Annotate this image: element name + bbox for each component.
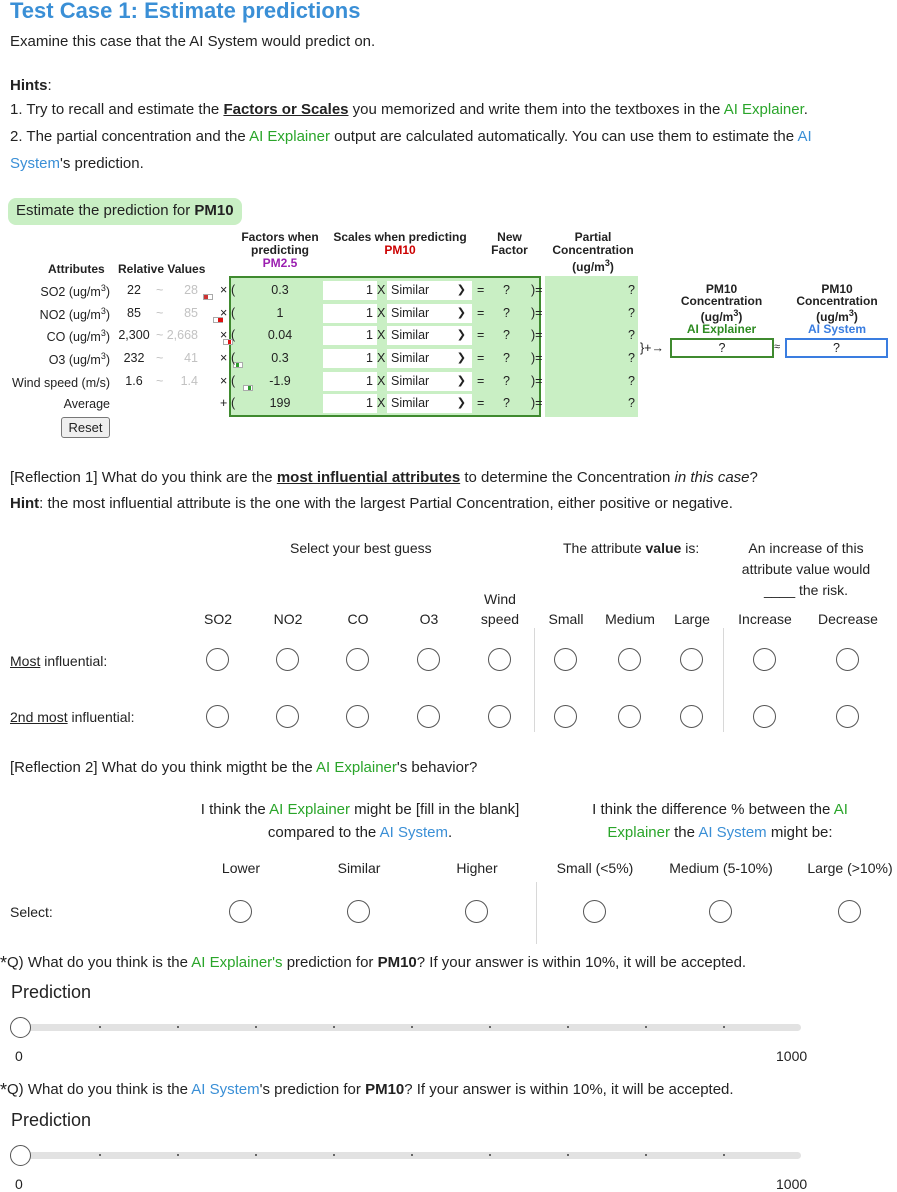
col-so2: SO2 — [203, 611, 232, 627]
q2-slider-thumb[interactable] — [10, 1145, 31, 1166]
scale-select[interactable]: Similar ❯ — [387, 304, 472, 323]
attr-value: 85 — [127, 306, 141, 320]
q1-slider-max: 1000 — [776, 1048, 808, 1064]
avg-scale-select[interactable]: Similar ❯ — [387, 394, 472, 413]
estimate-badge: Estimate the prediction for PM10 — [8, 198, 242, 225]
times-sign: × — [220, 283, 228, 297]
hdr-factors: Factors when predicting PM2.5 — [241, 230, 319, 270]
q1-prediction-label: Prediction — [11, 982, 92, 1002]
close-equals: )= — [531, 306, 543, 320]
radio-second-1[interactable] — [276, 705, 299, 728]
radio-second-8[interactable] — [753, 705, 776, 728]
divider-1 — [534, 628, 535, 732]
reflection1-question: [Reflection 1] What do you think are the most influential attributes to determine the Concentration in this case? — [10, 469, 758, 486]
avg-factor: 199 — [269, 396, 291, 410]
approx-tilde: ~ — [156, 328, 164, 342]
chevron-down-icon: ❯ — [456, 397, 466, 409]
q1-slider-thumb[interactable] — [10, 1017, 31, 1038]
new-factor-value: ? — [503, 283, 510, 297]
radio-second-6[interactable] — [618, 705, 641, 728]
explainer-output-box: ? — [670, 338, 774, 358]
new-factor-value: ? — [503, 306, 510, 320]
scale-input[interactable]: 1 — [323, 349, 377, 368]
multiply-x: X — [377, 351, 386, 365]
partial-conc-value: ? — [628, 374, 635, 388]
slider-tick — [177, 1154, 179, 1156]
chevron-down-icon: ❯ — [456, 307, 466, 319]
avg-plus: + — [220, 396, 228, 410]
explainer-output-header: PM10 Concentration $(ug/m^3)$ AI Explainer — [680, 282, 763, 336]
radio-most-6[interactable] — [618, 648, 641, 671]
attr-value: 2,300 — [118, 328, 150, 342]
q2-slider-max: 1000 — [776, 1176, 808, 1192]
relative-bar — [203, 294, 213, 300]
radio-second-2[interactable] — [346, 705, 369, 728]
col-r2-3: Small (<5%) — [556, 860, 634, 876]
q1-slider-min: 0 — [15, 1048, 23, 1064]
radio-r2-0[interactable] — [229, 900, 252, 923]
hdr-scales: Scales when predicting PM10 — [333, 230, 467, 257]
radio-most-0[interactable] — [206, 648, 229, 671]
open-paren: ( — [231, 351, 236, 365]
grp-explainer-compare: I think the AI Explainer might be [fill in the blank] compared to the AI System. — [200, 801, 520, 841]
attr-compare-value: 2,668 — [166, 328, 198, 342]
col-small: Small — [548, 611, 584, 627]
factor-value: 0.3 — [271, 351, 289, 365]
scale-input[interactable]: 1 — [323, 326, 377, 345]
hdr-new-factor: New Factor — [491, 230, 528, 257]
reflection1-hint: Hint: the most influential attribute is the one with the largest Partial Concentration, either positive or negative. — [10, 495, 733, 512]
radio-second-7[interactable] — [680, 705, 703, 728]
attr-name: CO $(ug/m^3)$ — [46, 328, 110, 345]
close-equals: )= — [531, 374, 543, 388]
multiply-x: X — [377, 328, 386, 342]
row-2nd-most-influential: 2nd most influential: — [10, 709, 135, 725]
attr-compare-value: 41 — [184, 351, 198, 365]
avg-x: X — [377, 396, 386, 410]
attr-compare-value: 28 — [184, 283, 198, 297]
slider-tick — [255, 1154, 257, 1156]
avg-new-factor: ? — [503, 396, 510, 410]
chevron-down-icon: ❯ — [456, 375, 466, 387]
multiply-x: X — [377, 306, 386, 320]
q1-slider-track[interactable] — [10, 1024, 801, 1031]
equals-sign: = — [477, 283, 485, 297]
scale-select[interactable]: Similar ❯ — [387, 372, 472, 391]
slider-tick — [411, 1154, 413, 1156]
row-most-influential: Most influential: — [10, 653, 108, 669]
slider-tick — [645, 1154, 647, 1156]
col-decrease: Decrease — [818, 611, 878, 627]
q2-slider-track[interactable] — [10, 1152, 801, 1159]
hint-2-cont: System's prediction. — [10, 155, 144, 172]
q2-prediction-label: Prediction — [11, 1110, 92, 1130]
attr-name: NO2 $(ug/m^3)$ — [39, 306, 110, 323]
sum-arrow: }+→ — [640, 341, 664, 355]
radio-r2-3[interactable] — [583, 900, 606, 923]
radio-r2-2[interactable] — [465, 900, 488, 923]
slider-tick — [567, 1026, 569, 1028]
open-paren: ( — [231, 283, 236, 297]
slider-tick — [567, 1154, 569, 1156]
hdr-attributes: Attributes — [48, 262, 105, 276]
slider-tick — [723, 1026, 725, 1028]
radio-most-9[interactable] — [836, 648, 859, 671]
slider-tick — [99, 1154, 101, 1156]
page-title: Test Case 1: Estimate predictions — [10, 0, 361, 23]
approx-tilde: ~ — [156, 351, 164, 365]
equals-sign: = — [477, 328, 485, 342]
radio-most-5[interactable] — [554, 648, 577, 671]
approx-tilde: ~ — [156, 306, 164, 320]
hints-heading: Hints: — [10, 77, 52, 94]
divider-3 — [536, 882, 537, 944]
radio-second-0[interactable] — [206, 705, 229, 728]
avg-scale-input[interactable]: 1 — [323, 394, 377, 413]
partial-conc-value: ? — [628, 328, 635, 342]
chevron-down-icon: ❯ — [456, 284, 466, 296]
system-output-header: PM10 Concentration $(ug/m^3)$ AI System — [796, 282, 878, 336]
times-sign: × — [220, 374, 228, 388]
scale-input[interactable]: 1 — [323, 372, 377, 391]
attr-name: Wind speed (m/s) — [12, 376, 110, 391]
times-sign: × — [220, 328, 228, 342]
scale-input[interactable]: 1 — [323, 304, 377, 323]
scale-select[interactable]: Similar ❯ — [387, 349, 472, 368]
chevron-down-icon: ❯ — [456, 329, 466, 341]
avg-label: Average — [63, 397, 110, 411]
factor-value: 0.3 — [271, 283, 289, 297]
divider-2 — [723, 628, 724, 732]
col-co: CO — [347, 611, 369, 627]
approx-tilde: ~ — [156, 374, 164, 388]
new-factor-value: ? — [503, 374, 510, 388]
hdr-partial-concentration: Partial Concentration $(ug/m^3)$ — [552, 230, 634, 274]
col-r2-4: Medium (5-10%) — [669, 860, 773, 876]
equals-sign: = — [477, 306, 485, 320]
partial-conc-value: ? — [628, 283, 635, 297]
hdr-relative: Relative Values — [118, 262, 206, 276]
attr-name: SO2 $(ug/m^3)$ — [40, 283, 110, 300]
open-paren: ( — [231, 328, 236, 342]
radio-most-8[interactable] — [753, 648, 776, 671]
slider-tick — [255, 1026, 257, 1028]
slider-tick — [99, 1026, 101, 1028]
col-r2-0: Lower — [221, 860, 261, 876]
partial-conc-value: ? — [628, 306, 635, 320]
radio-most-1[interactable] — [276, 648, 299, 671]
chevron-down-icon: ❯ — [456, 352, 466, 364]
scale-input[interactable]: 1 — [323, 281, 377, 300]
factor-value: -1.9 — [269, 374, 291, 388]
avg-open-paren: ( — [231, 396, 236, 410]
reset-button[interactable]: Reset — [61, 417, 110, 438]
new-factor-value: ? — [503, 351, 510, 365]
attr-value: 232 — [123, 351, 145, 365]
multiply-x: X — [377, 283, 386, 297]
slider-tick — [489, 1154, 491, 1156]
col-r2-2: Higher — [456, 860, 498, 876]
col-r2-5: Large (>10%) — [807, 860, 893, 876]
hint-1: 1. Try to recall and estimate the Factors or Scales you memorized and write them into the textboxes in the AI Explainer. — [10, 101, 808, 118]
partial-conc-value: ? — [628, 351, 635, 365]
grp-attribute-value: The attribute value is: — [563, 540, 700, 556]
radio-r2-4[interactable] — [709, 900, 732, 923]
col-large: Large — [674, 611, 710, 627]
approx-tilde: ~ — [156, 283, 164, 297]
attr-compare-value: 1.4 — [180, 374, 198, 388]
avg-close-eq: )= — [531, 396, 543, 410]
close-equals: )= — [531, 283, 543, 297]
open-paren: ( — [231, 374, 236, 388]
equals-sign: = — [477, 374, 485, 388]
avg-eq: = — [477, 396, 485, 410]
new-factor-value: ? — [503, 328, 510, 342]
radio-second-9[interactable] — [836, 705, 859, 728]
hint-2: 2. The partial concentration and the AI Explainer output are calculated automatically. You can use them to estimate the AI — [10, 128, 812, 145]
close-equals: )= — [531, 351, 543, 365]
col-wind-speed-line2: speed — [480, 611, 520, 627]
grp-best-guess: Select your best guess — [290, 540, 432, 556]
relative-bar-fill — [204, 295, 208, 299]
radio-second-5[interactable] — [554, 705, 577, 728]
multiply-x: X — [377, 374, 386, 388]
col-wind-speed: Wind — [484, 591, 516, 607]
radio-second-3[interactable] — [417, 705, 440, 728]
system-output-box: ? — [785, 338, 888, 358]
col-increase: Increase — [738, 611, 792, 627]
approx-sign: ≈ — [774, 341, 781, 353]
slider-tick — [411, 1026, 413, 1028]
equals-sign: = — [477, 351, 485, 365]
attr-value: 22 — [127, 283, 141, 297]
attr-value: 1.6 — [125, 374, 143, 388]
attr-name: O3 $(ug/m^3)$ — [48, 351, 110, 368]
radio-second-4[interactable] — [488, 705, 511, 728]
radio-r2-5[interactable] — [838, 900, 861, 923]
q2-text: *Q) What do you think is the AI System's prediction for PM10? If your answer is within 10%, it will be accepted. — [0, 1080, 734, 1100]
row-select: Select: — [10, 904, 53, 920]
grp-increase: An increase of this attribute value would ____ the risk. — [741, 540, 871, 598]
reflection2-question: [Reflection 2] What do you think migtht be the AI Explainer's behavior? — [10, 759, 478, 776]
slider-tick — [489, 1026, 491, 1028]
times-sign: × — [220, 351, 228, 365]
slider-tick — [645, 1026, 647, 1028]
radio-most-4[interactable] — [488, 648, 511, 671]
close-equals: )= — [531, 328, 543, 342]
col-no2: NO2 — [273, 611, 303, 627]
slider-tick — [723, 1154, 725, 1156]
radio-most-3[interactable] — [417, 648, 440, 671]
scale-select[interactable]: Similar ❯ — [387, 326, 472, 345]
scale-select[interactable]: Similar ❯ — [387, 281, 472, 300]
open-paren: ( — [231, 306, 236, 320]
attr-compare-value: 85 — [184, 306, 198, 320]
slider-tick — [333, 1154, 335, 1156]
partial-concentration-column — [545, 276, 638, 417]
slider-tick — [177, 1026, 179, 1028]
factor-value: 0.04 — [267, 328, 293, 342]
radio-most-7[interactable] — [680, 648, 703, 671]
grp-difference: I think the difference % between the AI Explainer the AI System might be: — [592, 801, 848, 841]
slider-tick — [333, 1026, 335, 1028]
times-sign: × — [220, 306, 228, 320]
col-medium: Medium — [605, 611, 655, 627]
q1-text: *Q) What do you think is the AI Explainer's prediction for PM10? If your answer is within 10%, it will be accepted. — [0, 953, 747, 973]
intro-text: Examine this case that the AI System would predict on. — [10, 33, 376, 50]
q2-slider-min: 0 — [15, 1176, 23, 1192]
col-r2-1: Similar — [337, 860, 381, 876]
radio-most-2[interactable] — [346, 648, 369, 671]
col-o3: O3 — [419, 611, 439, 627]
avg-partial-conc: ? — [628, 396, 635, 410]
radio-r2-1[interactable] — [347, 900, 370, 923]
factor-value: 1 — [276, 306, 284, 320]
